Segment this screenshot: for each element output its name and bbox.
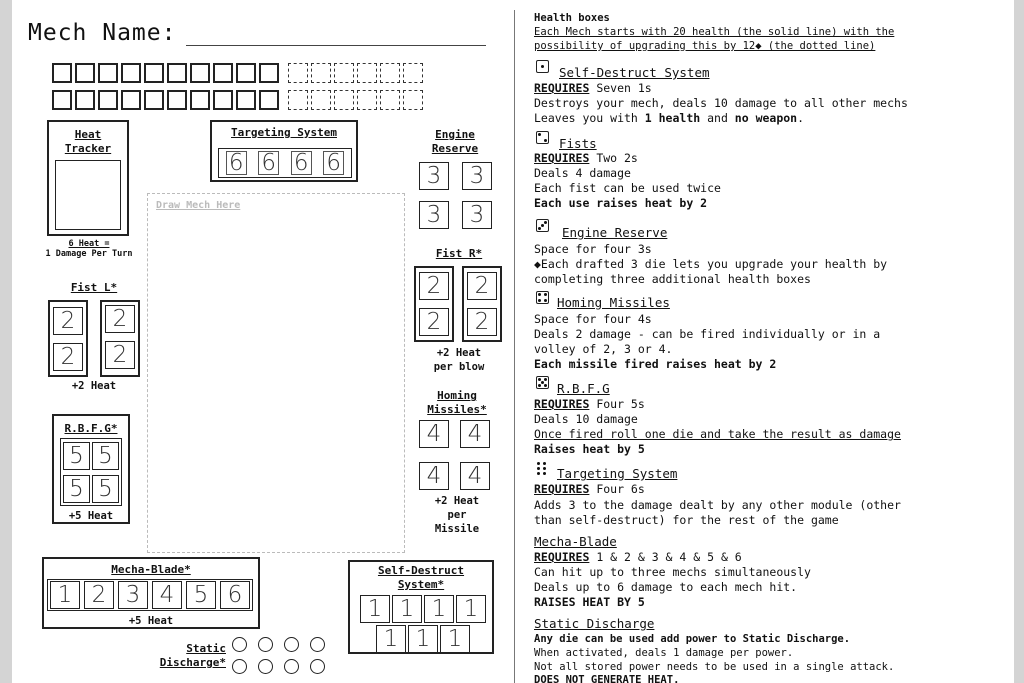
- rbfg-dice: [60, 438, 122, 506]
- rule-blade-3: RAISES HEAT BY 5: [534, 595, 645, 609]
- rule-targeting-1: Adds 3 to the damage dealt by any other module (other: [534, 498, 901, 512]
- die-face-1-icon: [536, 60, 549, 73]
- rule-blade-2: Deals up to 6 damage to each mech hit.: [534, 580, 798, 594]
- rule-static-3: Not all stored power needs to be used in a single attack.: [534, 661, 895, 673]
- upgrade-health-box[interactable]: [288, 63, 308, 83]
- targeting-system-title: Targeting System: [231, 126, 337, 139]
- fist-l-slot-b: [100, 300, 140, 377]
- health-box[interactable]: [190, 90, 210, 110]
- static-circles-row-1: [232, 637, 325, 652]
- rule-homing-4: Each missile fired raises heat by 2: [534, 357, 777, 371]
- health-box[interactable]: [259, 90, 279, 110]
- health-box[interactable]: [167, 90, 187, 110]
- engine-die-2[interactable]: 3: [462, 162, 492, 190]
- upgrade-health-box[interactable]: [380, 63, 400, 83]
- heat-note-2: 1 Damage Per Turn: [45, 249, 133, 259]
- blade-die-5[interactable]: 5: [186, 581, 216, 609]
- static-title-1: Static: [186, 642, 226, 655]
- mech-name-label: Mech Name:: [28, 20, 177, 46]
- health-box[interactable]: [98, 90, 118, 110]
- sd-die-3[interactable]: 1: [424, 595, 454, 623]
- static-title-2: Discharge*: [159, 656, 226, 669]
- die-slot[interactable]: 6: [254, 149, 284, 177]
- heat-note-1: 6 Heat =: [68, 239, 110, 249]
- rule-static-4: DOES NOT GENERATE HEAT.: [534, 674, 680, 683]
- sd-die-1[interactable]: 1: [360, 595, 390, 623]
- mecha-blade-panel: [42, 557, 260, 629]
- targeting-dice: [218, 148, 352, 178]
- sd-die-2[interactable]: 1: [392, 595, 422, 623]
- rule-self-destruct-1: Destroys your mech, deals 10 damage to all other mechs: [534, 96, 908, 110]
- rule-targeting-2: than self-destruct) for the rest of the game: [534, 513, 839, 527]
- rule-homing-1: Space for four 4s: [534, 312, 652, 326]
- requires-label: REQUIRES: [534, 550, 590, 564]
- health-box[interactable]: [75, 63, 95, 83]
- rule-blade-1: Can hit up to three mechs simultaneously: [534, 565, 811, 579]
- blade-die-2[interactable]: 2: [84, 581, 114, 609]
- fist-l-die-1[interactable]: 2: [53, 307, 83, 335]
- rule-homing-head: Homing Missiles: [557, 295, 670, 310]
- fist-l-die-4[interactable]: 2: [105, 341, 135, 369]
- health-line-2: possibility of upgrading this by 12◆ (the dotted line): [534, 40, 876, 52]
- rule-fists-3: Each use raises heat by 2: [534, 196, 708, 210]
- engine-die-4[interactable]: 3: [462, 201, 492, 229]
- upgrade-health-box[interactable]: [334, 90, 354, 110]
- fist-r-note-2: per blow: [433, 361, 485, 373]
- draw-mech-label: Draw Mech Here: [156, 200, 241, 211]
- mech-sheet: [12, 0, 1014, 683]
- mech-name-field[interactable]: [186, 44, 486, 46]
- homing-die-1[interactable]: 4: [419, 420, 449, 448]
- rule-fists-2: Each fist can be used twice: [534, 181, 721, 195]
- rule-targeting-req: Four 6s: [589, 482, 645, 496]
- fist-r-die-1[interactable]: 2: [419, 272, 449, 300]
- rule-self-destruct-head: Self-Destruct System: [559, 65, 710, 80]
- power-circle[interactable]: [232, 637, 247, 652]
- power-circle[interactable]: [258, 637, 273, 652]
- fist-r-note-1: +2 Heat: [436, 347, 482, 359]
- sd-die-6[interactable]: 1: [408, 625, 438, 653]
- upgrade-health-box[interactable]: [334, 63, 354, 83]
- heat-tracker-box[interactable]: [55, 160, 121, 230]
- rule-self-destruct-2: Leaves you with 1 health and no weapon.: [534, 111, 805, 125]
- fist-r-die-3[interactable]: 2: [467, 272, 497, 300]
- rule-rbfg-head: R.B.F.G: [557, 381, 610, 396]
- die-face-3-icon: [536, 219, 549, 232]
- power-circle[interactable]: [310, 659, 325, 674]
- health-box[interactable]: [52, 63, 72, 83]
- heat-tracker-note: [34, 239, 144, 259]
- rule-blade-req: 1 & 2 & 3 & 4 & 5 & 6: [589, 550, 742, 564]
- health-row-1: [52, 63, 423, 83]
- die-slot[interactable]: 6: [286, 149, 316, 177]
- fist-r-slot-a: [414, 266, 454, 342]
- rbfg-panel: [52, 414, 130, 524]
- die-slot[interactable]: 6: [221, 149, 251, 177]
- power-circle[interactable]: [258, 659, 273, 674]
- health-box[interactable]: [75, 90, 95, 110]
- die-face-5-icon: [536, 376, 549, 389]
- upgrade-health-box[interactable]: [311, 63, 331, 83]
- fist-l-note: +2 Heat: [71, 380, 117, 392]
- health-box[interactable]: [121, 90, 141, 110]
- homing-die-3[interactable]: 4: [419, 462, 449, 490]
- power-circle[interactable]: [232, 659, 247, 674]
- rule-rbfg-req: Four 5s: [589, 397, 645, 411]
- rule-engine-1: Space for four 3s: [534, 242, 652, 256]
- self-destruct-panel: [348, 560, 494, 654]
- fist-l-title: Fist L*: [70, 281, 118, 294]
- homing-die-2[interactable]: 4: [460, 420, 490, 448]
- mecha-blade-dice: [47, 579, 253, 611]
- power-circle[interactable]: [310, 637, 325, 652]
- blade-die-3[interactable]: 3: [118, 581, 148, 609]
- rbfg-note: +5 Heat: [68, 510, 114, 522]
- requires-label: REQUIRES: [534, 151, 590, 165]
- rule-static-2: When activated, deals 1 damage per power.: [534, 647, 794, 659]
- rule-engine-head: Engine Reserve: [562, 225, 668, 240]
- homing-title-1: Homing: [437, 389, 477, 402]
- rule-engine-3: completing three additional health boxes: [534, 272, 811, 286]
- power-circle[interactable]: [284, 637, 299, 652]
- rbfg-die-1[interactable]: 5: [63, 442, 90, 470]
- upgrade-health-box[interactable]: [403, 90, 423, 110]
- health-box[interactable]: [190, 63, 210, 83]
- die-slot[interactable]: 6: [319, 149, 349, 177]
- health-box[interactable]: [98, 63, 118, 83]
- fist-l-die-2[interactable]: 2: [53, 343, 83, 371]
- health-box[interactable]: [167, 63, 187, 83]
- health-box[interactable]: [144, 63, 164, 83]
- health-box[interactable]: [144, 90, 164, 110]
- health-box[interactable]: [213, 63, 233, 83]
- rbfg-title: R.B.F.G*: [64, 422, 118, 435]
- sd-die-7[interactable]: 1: [440, 625, 470, 653]
- rule-rbfg-1: Deals 10 damage: [534, 412, 638, 426]
- health-box[interactable]: [259, 63, 279, 83]
- self-destruct-title-1: Self-Destruct: [377, 564, 465, 577]
- homing-die-4[interactable]: 4: [460, 462, 490, 490]
- fist-r-die-2[interactable]: 2: [419, 308, 449, 336]
- sd-die-5[interactable]: 1: [376, 625, 406, 653]
- rule-fists-1: Deals 4 damage: [534, 166, 631, 180]
- health-box[interactable]: [52, 90, 72, 110]
- targeting-system-panel: [210, 120, 358, 182]
- health-title: Health boxes: [534, 12, 610, 24]
- upgrade-health-box[interactable]: [403, 63, 423, 83]
- homing-title-2: Missiles*: [427, 403, 487, 416]
- die-face-6-icon: [536, 462, 549, 475]
- rbfg-die-3[interactable]: 5: [63, 475, 90, 503]
- engine-die-1[interactable]: 3: [419, 162, 449, 190]
- rule-homing-3: volley of 2, 3 or 4.: [534, 342, 673, 356]
- health-box[interactable]: [213, 90, 233, 110]
- homing-note-3: Missile: [434, 523, 480, 535]
- upgrade-health-box[interactable]: [380, 90, 400, 110]
- upgrade-health-box[interactable]: [288, 90, 308, 110]
- rbfg-die-4[interactable]: 5: [92, 475, 119, 503]
- requires-label: REQUIRES: [534, 482, 590, 496]
- rule-targeting-head: Targeting System: [557, 466, 678, 481]
- rule-self-destruct-req: Seven 1s: [589, 81, 652, 95]
- fist-r-slot-b: [462, 266, 502, 342]
- health-row-2: [52, 90, 423, 110]
- health-box[interactable]: [121, 63, 141, 83]
- rule-rbfg-2: Once fired roll one die and take the result as damage: [534, 427, 901, 441]
- blade-die-1[interactable]: 1: [50, 581, 80, 609]
- upgrade-health-box[interactable]: [357, 63, 377, 83]
- self-destruct-title-2: System*: [397, 578, 445, 591]
- rbfg-die-2[interactable]: 5: [92, 442, 119, 470]
- fist-l-slot-a: [48, 300, 88, 377]
- rule-rbfg-3: Raises heat by 5: [534, 442, 645, 456]
- homing-note-1: +2 Heat: [434, 495, 480, 507]
- fist-l-die-3[interactable]: 2: [105, 305, 135, 333]
- upgrade-health-box[interactable]: [357, 90, 377, 110]
- health-box[interactable]: [236, 63, 256, 83]
- engine-reserve-title-2: Reserve: [431, 142, 479, 155]
- engine-die-3[interactable]: 3: [419, 201, 449, 229]
- die-face-4-icon: [536, 291, 549, 304]
- heat-tracker-title-1: Heat: [74, 128, 102, 141]
- rule-fists-head: Fists: [559, 136, 597, 151]
- rule-engine-2: ◆Each drafted 3 die lets you upgrade your health by: [534, 257, 888, 271]
- draw-mech-area[interactable]: [147, 193, 405, 553]
- static-circles-row-2: [232, 659, 325, 674]
- requires-label: REQUIRES: [534, 397, 590, 411]
- mecha-blade-title: Mecha-Blade*: [111, 563, 191, 576]
- rule-fists-req: Two 2s: [589, 151, 638, 165]
- power-circle[interactable]: [284, 659, 299, 674]
- mecha-blade-note: +5 Heat: [128, 615, 174, 627]
- health-line-1: Each Mech starts with 20 health (the solid line) with the: [534, 26, 895, 38]
- requires-label: REQUIRES: [534, 81, 590, 95]
- heat-tracker-panel: [47, 120, 129, 236]
- blade-die-6[interactable]: 6: [220, 581, 250, 609]
- rule-static-1: Any die can be used add power to Static Discharge.: [534, 633, 851, 645]
- rule-static-head: Static Discharge: [534, 616, 655, 631]
- homing-note-2: per: [447, 509, 467, 521]
- column-divider: [514, 10, 515, 683]
- fist-r-title: Fist R*: [435, 247, 483, 260]
- heat-tracker-title-2: Tracker: [64, 142, 112, 155]
- fist-r-die-4[interactable]: 2: [467, 308, 497, 336]
- sd-die-4[interactable]: 1: [456, 595, 486, 623]
- rule-homing-2: Deals 2 damage - can be fired individually or in a: [534, 327, 881, 341]
- rule-blade-head: Mecha-Blade: [534, 534, 617, 549]
- die-face-2-icon: [536, 131, 549, 144]
- health-box[interactable]: [236, 90, 256, 110]
- blade-die-4[interactable]: 4: [152, 581, 182, 609]
- upgrade-health-box[interactable]: [311, 90, 331, 110]
- engine-reserve-title-1: Engine: [435, 128, 475, 141]
